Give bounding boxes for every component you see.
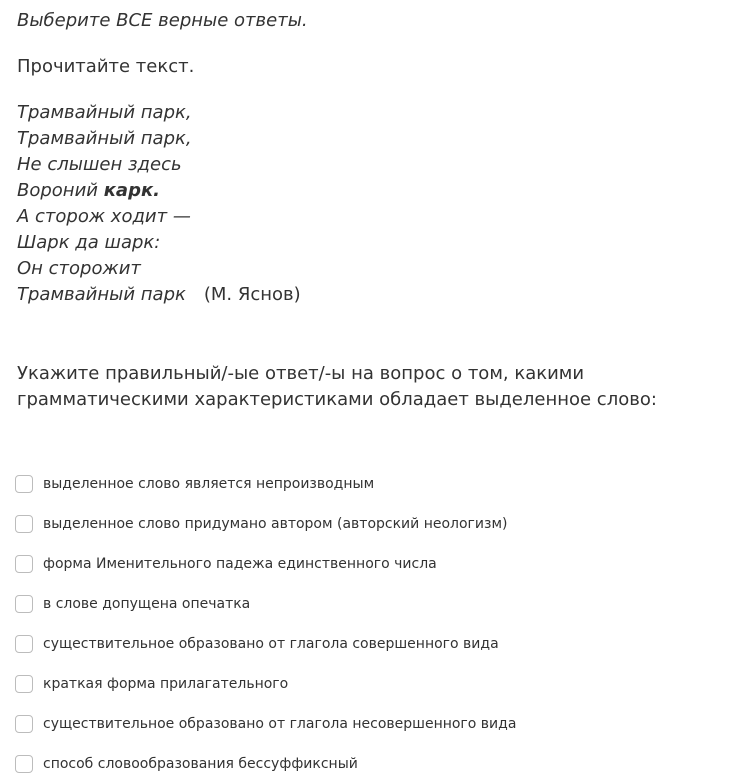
poem-line: Он сторожит [17, 258, 141, 279]
highlighted-word: карк. [103, 180, 161, 201]
poem-line: А сторож ходит — [17, 206, 191, 227]
answer-option-label[interactable]: существительное образовано от глагола несовершенного вида [43, 716, 517, 732]
instruction-text: Выберите ВСЕ верные ответы. [17, 10, 308, 31]
answer-option-label[interactable]: способ словообразования бессуффиксный [43, 756, 358, 772]
checkbox[interactable] [15, 515, 33, 533]
checkbox[interactable] [15, 755, 33, 773]
answer-option-label[interactable]: выделенное слово является непроизводным [43, 476, 375, 492]
answer-option[interactable] [15, 544, 516, 584]
poem-line: Трамвайный парк, [17, 102, 192, 123]
poem-line-text: Вороний [17, 180, 98, 201]
answer-option-label[interactable]: существительное образовано от глагола совершенного вида [43, 636, 499, 652]
answer-option[interactable] [15, 704, 516, 744]
answer-option[interactable] [15, 504, 516, 544]
answer-option-label[interactable]: форма Именительного падежа единственного числа [43, 556, 437, 572]
answer-option-label[interactable]: выделенное слово придумано автором (авторский неологизм) [43, 516, 508, 532]
answer-option[interactable] [15, 584, 516, 624]
checkbox[interactable] [15, 635, 33, 653]
read-text-prompt: Прочитайте текст. [17, 56, 195, 77]
poem-line: Трамвайный парк, [17, 128, 192, 149]
answer-option-label[interactable]: краткая форма прилагательного [43, 676, 289, 692]
poem-line [17, 282, 301, 308]
answer-option[interactable] [15, 664, 516, 704]
poem [17, 100, 301, 308]
poem-line [17, 178, 301, 204]
answer-options [15, 464, 516, 784]
answer-option-label[interactable]: в слове допущена опечатка [43, 596, 251, 612]
checkbox[interactable] [15, 595, 33, 613]
question-text: Укажите правильный/-ые ответ/-ы на вопрос о том, какими грамматическими характеристиками обладает выделенное слово: [17, 363, 657, 410]
poem-line-text: Трамвайный парк [17, 284, 186, 305]
checkbox[interactable] [15, 715, 33, 733]
answer-option[interactable] [15, 624, 516, 664]
checkbox[interactable] [15, 675, 33, 693]
poem-author: (М. Яснов) [203, 284, 301, 305]
checkbox[interactable] [15, 555, 33, 573]
answer-option[interactable] [15, 464, 516, 504]
poem-line: Не слышен здесь [17, 154, 182, 175]
poem-line: Шарк да шарк: [17, 232, 161, 253]
answer-option[interactable] [15, 744, 516, 784]
checkbox[interactable] [15, 475, 33, 493]
